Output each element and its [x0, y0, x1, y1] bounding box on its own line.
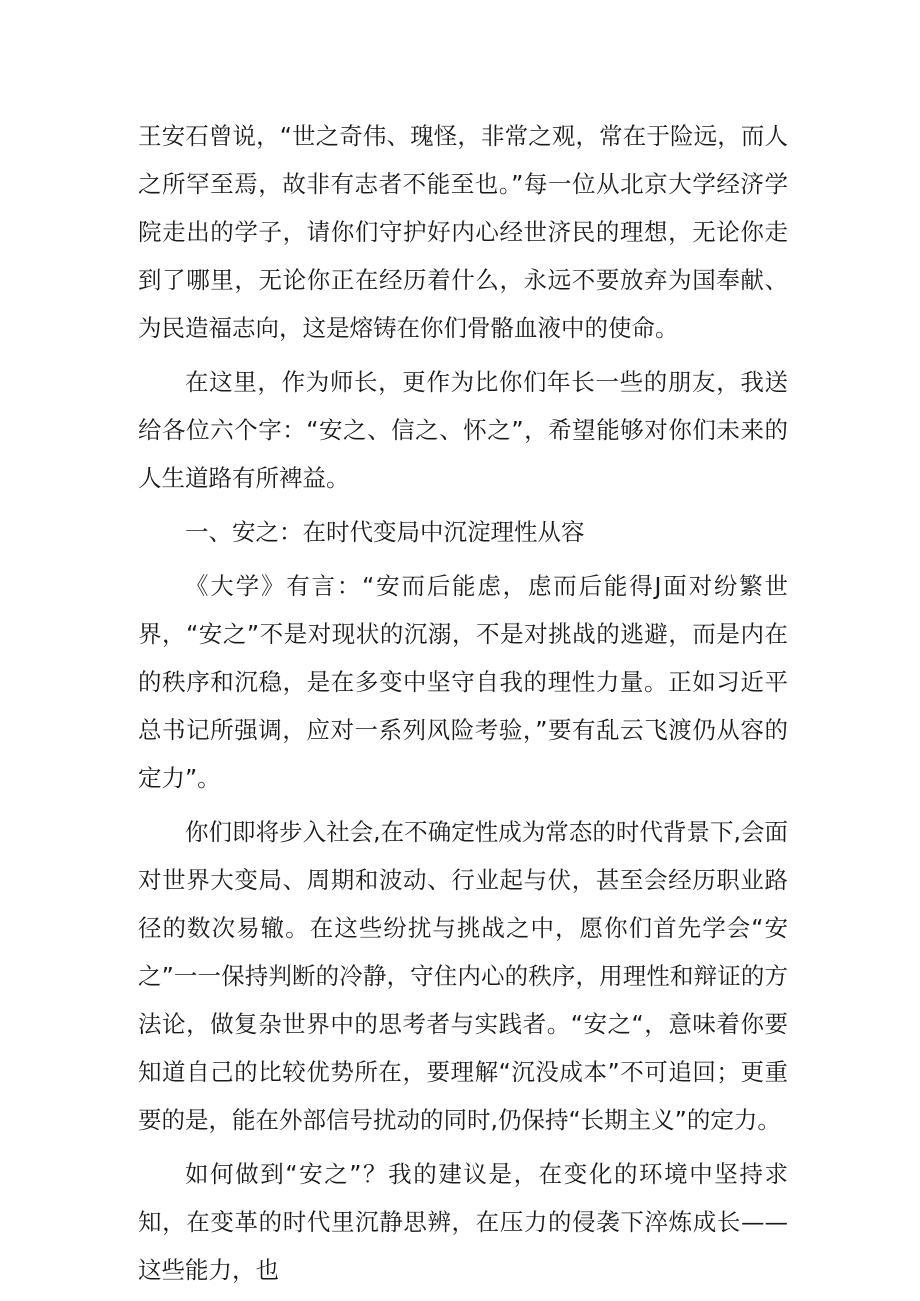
paragraph-six-characters: 在这里，作为师长，更作为比你们年长一些的朋友，我送给各位六个字：“安之、信之、怀之”，希望能够对你们未来的人生道路有所裨益。 — [138, 368, 788, 492]
section-heading-anzhi: 一、安之：在时代变局中沉淀理性从容 — [185, 518, 585, 546]
paragraph-daxue-quote: 《大学》有言：“安而后能虑，虑而后能得J面对纷繁世界，“安之”不是对现状的沉溺，不是对挑战的逃避，而是内在的秩序和沉稳，是在多变中坚守自我的理性力量。正如习近平总书记所强调，应对一系列风险考验，”要有乱云飞渡仍从容的定力”。 — [138, 572, 788, 792]
paragraph-entering-society: 你们即将步入社会,在不确定性成为常态的时代背景下,会面对世界大变局、周期和波动、行业起与伏，甚至会经历职业路径的数次易辙。在这些纷扰与挑战之中，愿你们首先学会“安之”一一保持判断的冷静，守住内心的秩序，用理性和辩证的方法论，做复杂世界中的思考者与实践者。“安之“，意味着你要知道自己的比较优势所在，要理解“沉没成本”不可追回；更重要的是，能在外部信号扰动的同时,仍保持“长期主义”的定力。 — [138, 818, 788, 1134]
paragraph-how-to-anzhi: 如何做到“安之”？我的建议是，在变化的环境中坚持求知，在变革的时代里沉静思辨，在压力的侵袭下淬炼成长——这些能力，也 — [138, 1160, 788, 1284]
document-body — [138, 112, 788, 1300]
paragraph-wang-anshi-quote: 王安石曾说，“世之奇伟、瑰怪，非常之观，常在于险远，而人之所罕至焉，故非有志者不能至也。”每一位从北京大学经济学院走出的学子，请你们守护好内心经世济民的理想，无论你走到了哪里，无论你正在经历着什么，永远不要放弃为国奉献、为民造福志向，这是熔铸在你们骨骼血液中的使命。 — [138, 122, 788, 342]
